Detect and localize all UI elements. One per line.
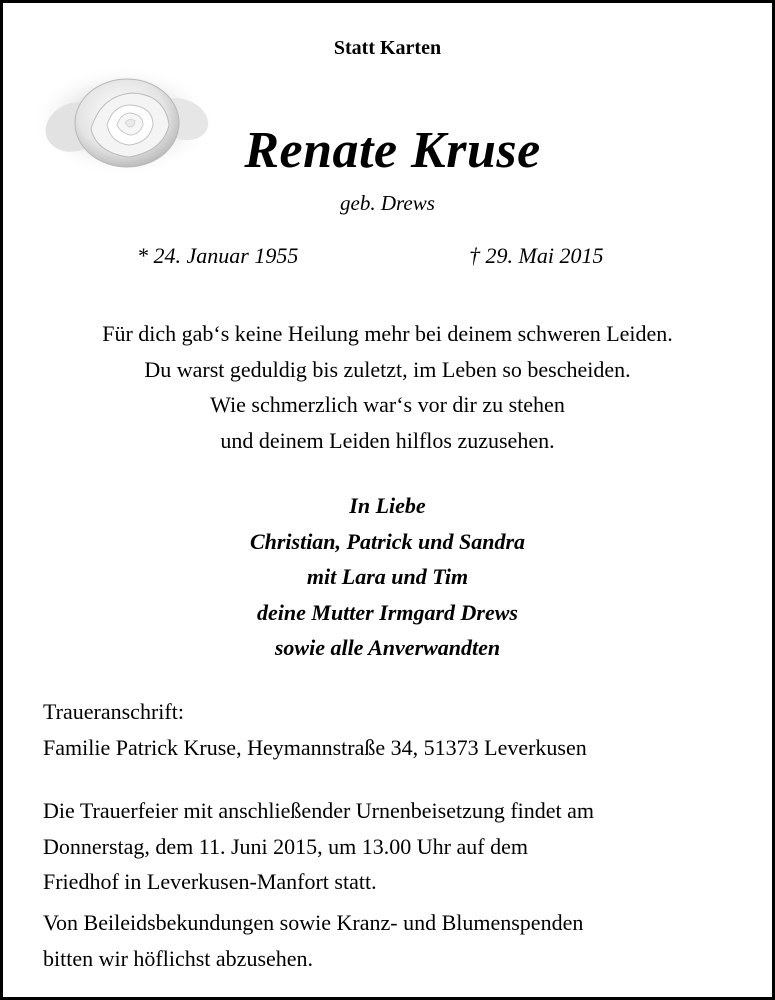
birth-date: * 24. Januar 1955 [137,243,299,268]
condolence-line: Von Beileidsbekundungen sowie Kranz- und Blumenspenden [43,910,584,935]
address-label: Traueranschrift: [43,699,184,724]
mourner-line: deine Mutter Irmgard Drews [257,599,518,625]
header-text: Statt Karten [333,37,442,59]
ceremony-line: Donnerstag, dem 11. Juni 2015, um 13.00 Uhr auf dem [43,833,528,859]
mourner-line: sowie alle Anverwandten [274,635,501,660]
address-line: Familie Patrick Kruse, Heymannstraße 34, 51373 Leverkusen [43,734,587,760]
maiden-name: geb. Drews [340,191,435,215]
poem [3,316,772,458]
poem-line: und deinem Leiden hilflos zuzusehen. [220,427,555,453]
mourner-line: mit Lara und Tim [306,564,469,589]
mourners-list [3,488,772,666]
mourning-address [43,694,763,765]
poem-line: Du warst geduldig bis zuletzt, im Leben so bescheiden. [144,356,631,382]
death-date: † 29. Mai 2015 [469,243,604,268]
poem-line: Für dich gab‘s keine Heilung mehr bei deinem schweren Leiden. [102,321,673,346]
ceremony-info [43,793,763,900]
mourner-line: In Liebe [349,493,426,518]
ceremony-line: Friedhof in Leverkusen-Manfort statt. [43,869,377,894]
condolence-note [43,905,763,976]
deceased-name: Renate Kruse [244,122,541,179]
condolence-line: bitten wir höflichst abzusehen. [43,945,314,971]
ceremony-line: Die Trauerfeier mit anschließender Urnenbeisetzung findet am [43,798,595,823]
poem-line: Wie schmerzlich war‘s vor dir zu stehen [210,392,565,417]
mourner-line: Christian, Patrick und Sandra [249,528,526,554]
